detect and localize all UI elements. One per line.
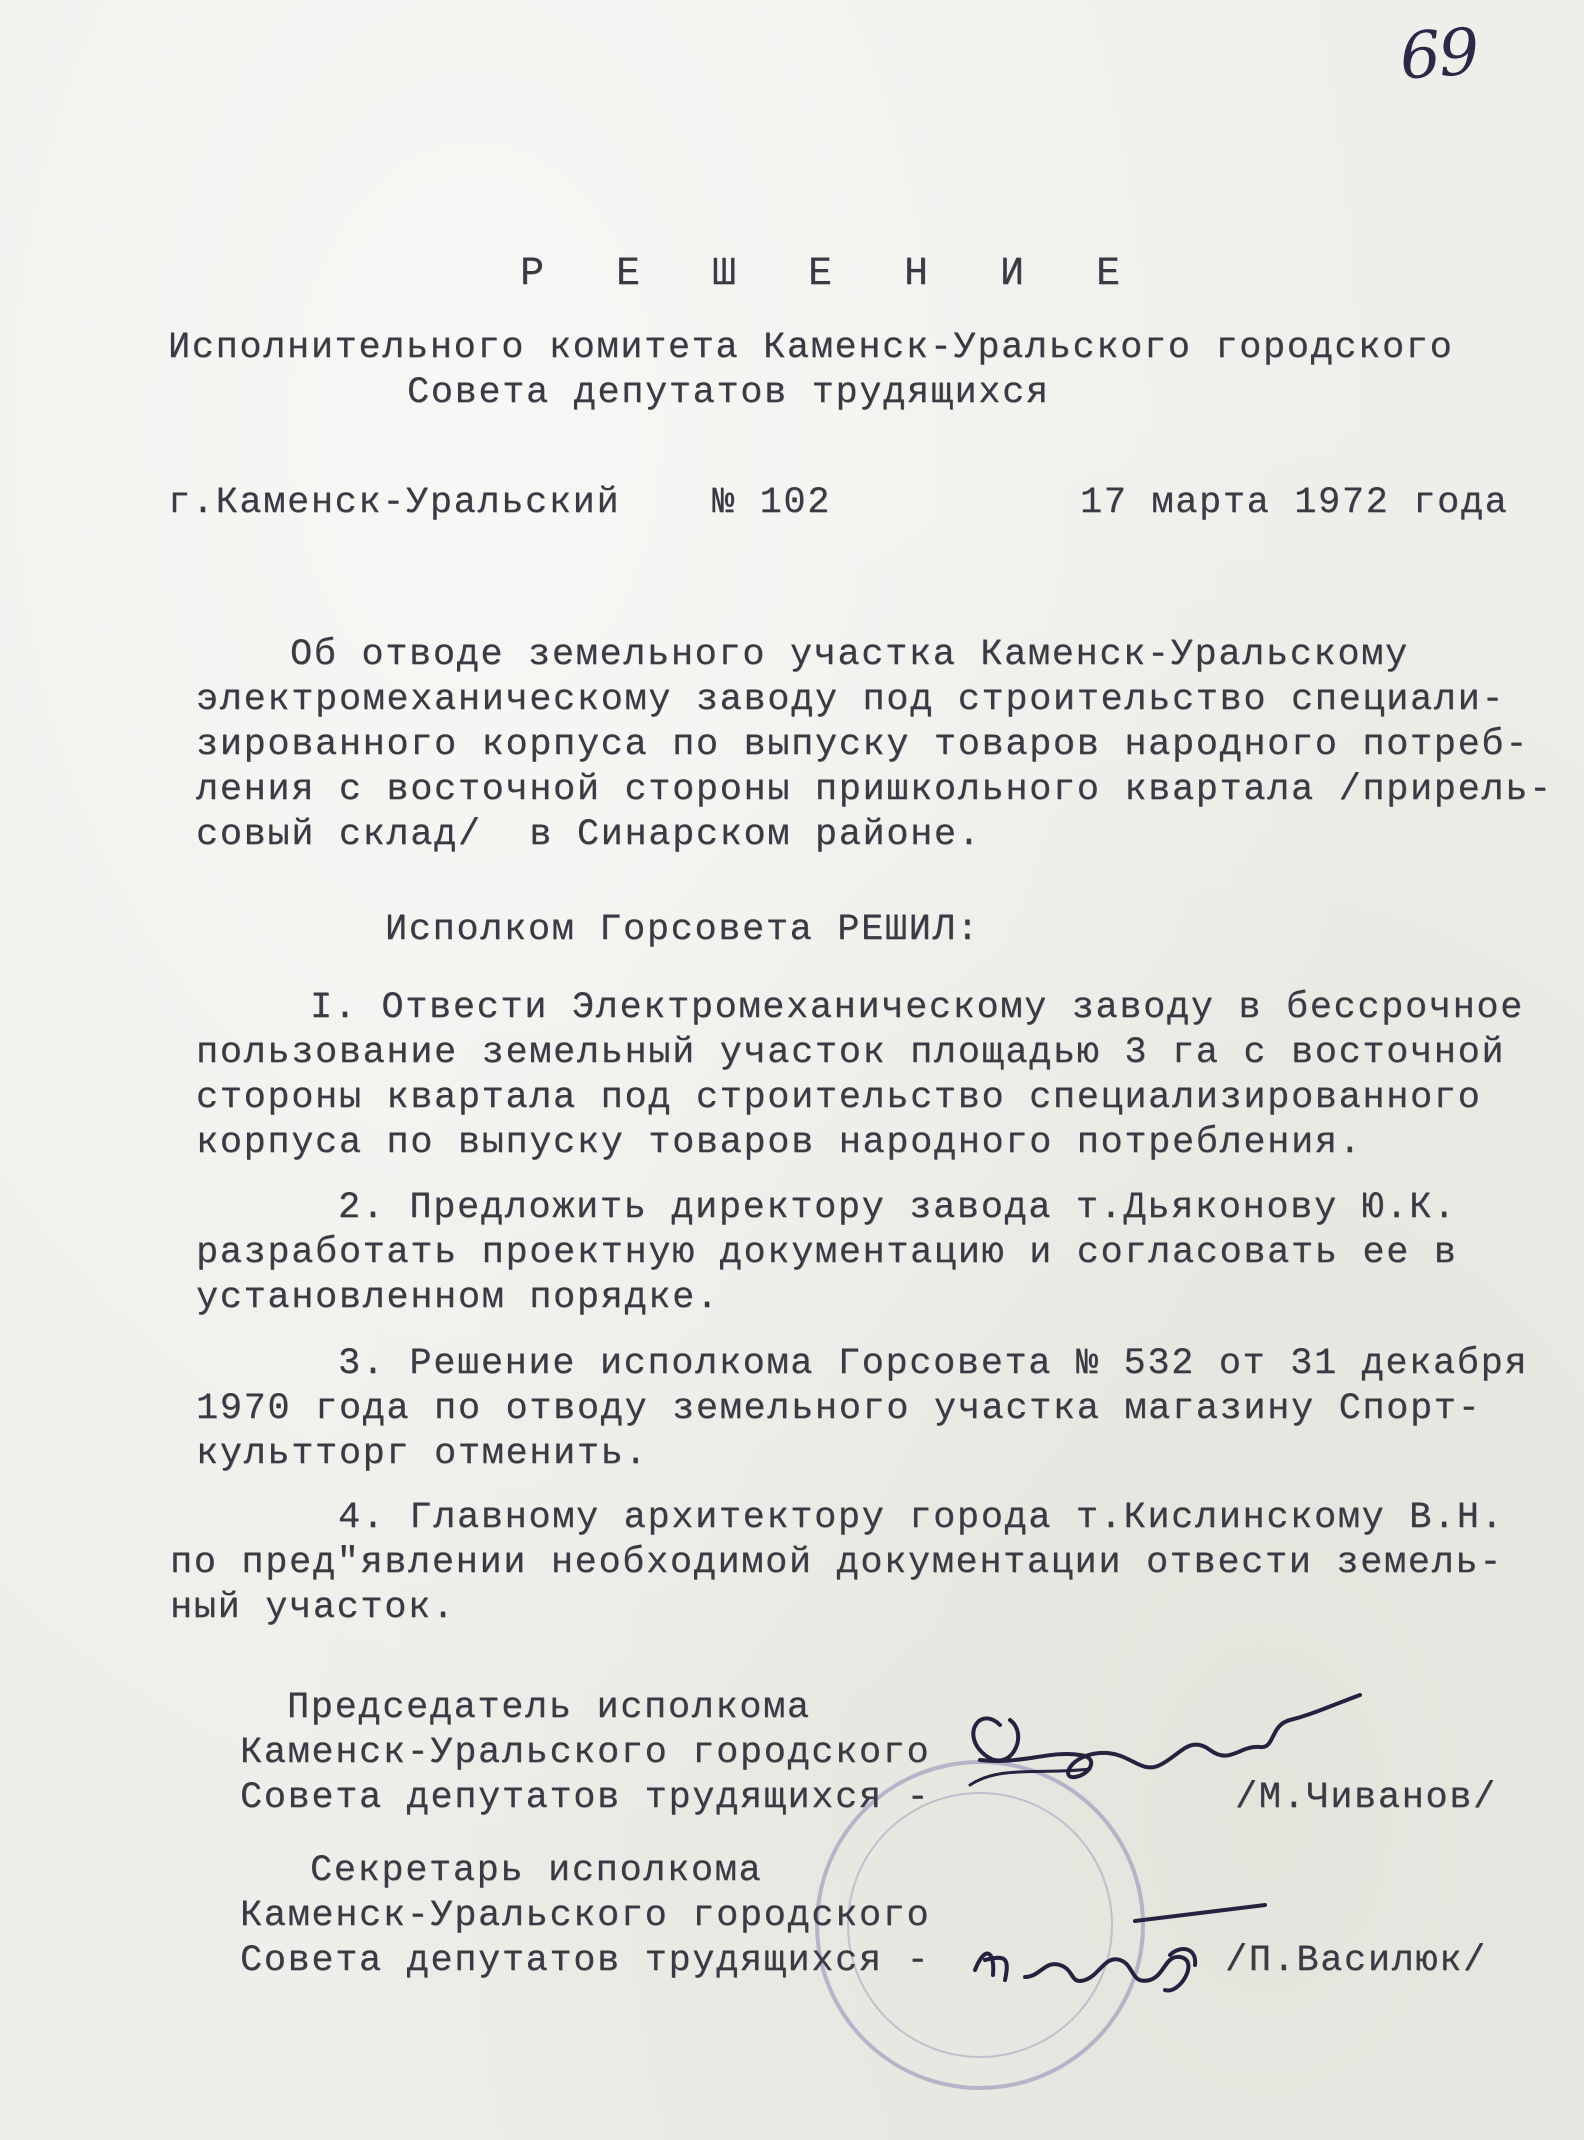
secretary-name: /П.Василюк/: [1225, 1940, 1487, 1982]
item-1-line-1: I. Отвести Электромеханическому заводу в бессрочное: [310, 987, 1524, 1029]
authority-line-2: Совета депутатов трудящихся: [407, 372, 1050, 414]
document-title: Р Е Ш Е Н И Е: [520, 252, 1145, 297]
secretary-title-line-3: Совета депутатов трудящихся -: [240, 1940, 931, 1982]
chairman-name: /М.Чиванов/: [1235, 1777, 1497, 1819]
subject-line-4: ления с восточной стороны пришкольного квартала /прирель-: [196, 769, 1553, 811]
subject-line-2: электромеханическому заводу под строительство специали-: [196, 679, 1506, 721]
item-3-line-2: 1970 года по отводу земельного участка магазину Спорт-: [196, 1388, 1482, 1430]
item-1-line-4: корпуса по выпуску товаров народного потребления.: [196, 1122, 1363, 1164]
item-2-line-2: разработать проектную документацию и согласовать ее в: [196, 1232, 1458, 1274]
item-1-line-3: стороны квартала под строительство специализированного: [196, 1077, 1482, 1119]
document-date: 17 марта 1972 года: [1080, 482, 1509, 524]
resolution-intro: Исполком Горсовета РЕШИЛ:: [385, 909, 981, 951]
item-2-line-1: 2. Предложить директору завода т.Дьяконову Ю.К.: [338, 1187, 1457, 1229]
chairman-title-line-1: Председатель исполкома: [287, 1687, 811, 1729]
subject-line-1: Об отводе земельного участка Каменск-Уральскому: [290, 634, 1409, 676]
item-3-line-3: культторг отменить.: [196, 1433, 649, 1475]
authority-line-1: Исполнительного комитета Каменск-Уральского городского: [168, 327, 1454, 369]
secretary-title-line-2: Каменск-Уральского городского: [240, 1895, 931, 1937]
document-place: г.Каменск-Уральский: [168, 482, 621, 524]
secretary-title-line-1: Секретарь исполкома: [310, 1850, 763, 1892]
subject-line-5: совый склад/ в Синарском районе.: [196, 814, 982, 856]
item-1-line-2: пользование земельный участок площадью 3 га с восточной: [196, 1032, 1506, 1074]
item-2-line-3: установленном порядке.: [196, 1277, 720, 1319]
chairman-title-line-2: Каменск-Уральского городского: [240, 1732, 931, 1774]
item-4-line-2: по пред"явлении необходимой документации отвести земель-: [170, 1542, 1504, 1584]
chairman-title-line-3: Совета депутатов трудящихся -: [240, 1777, 931, 1819]
item-4-line-1: 4. Главному архитектору города т.Кислинскому В.Н.: [338, 1497, 1505, 1539]
item-3-line-1: 3. Решение исполкома Горсовета № 532 от 31 декабря: [338, 1343, 1529, 1385]
item-4-line-3: ный участок.: [170, 1587, 456, 1629]
subject-line-3: зированного корпуса по выпуску товаров народного потреб-: [196, 724, 1530, 766]
document-number: № 102: [712, 482, 832, 524]
page-number: 69: [1397, 15, 1480, 95]
